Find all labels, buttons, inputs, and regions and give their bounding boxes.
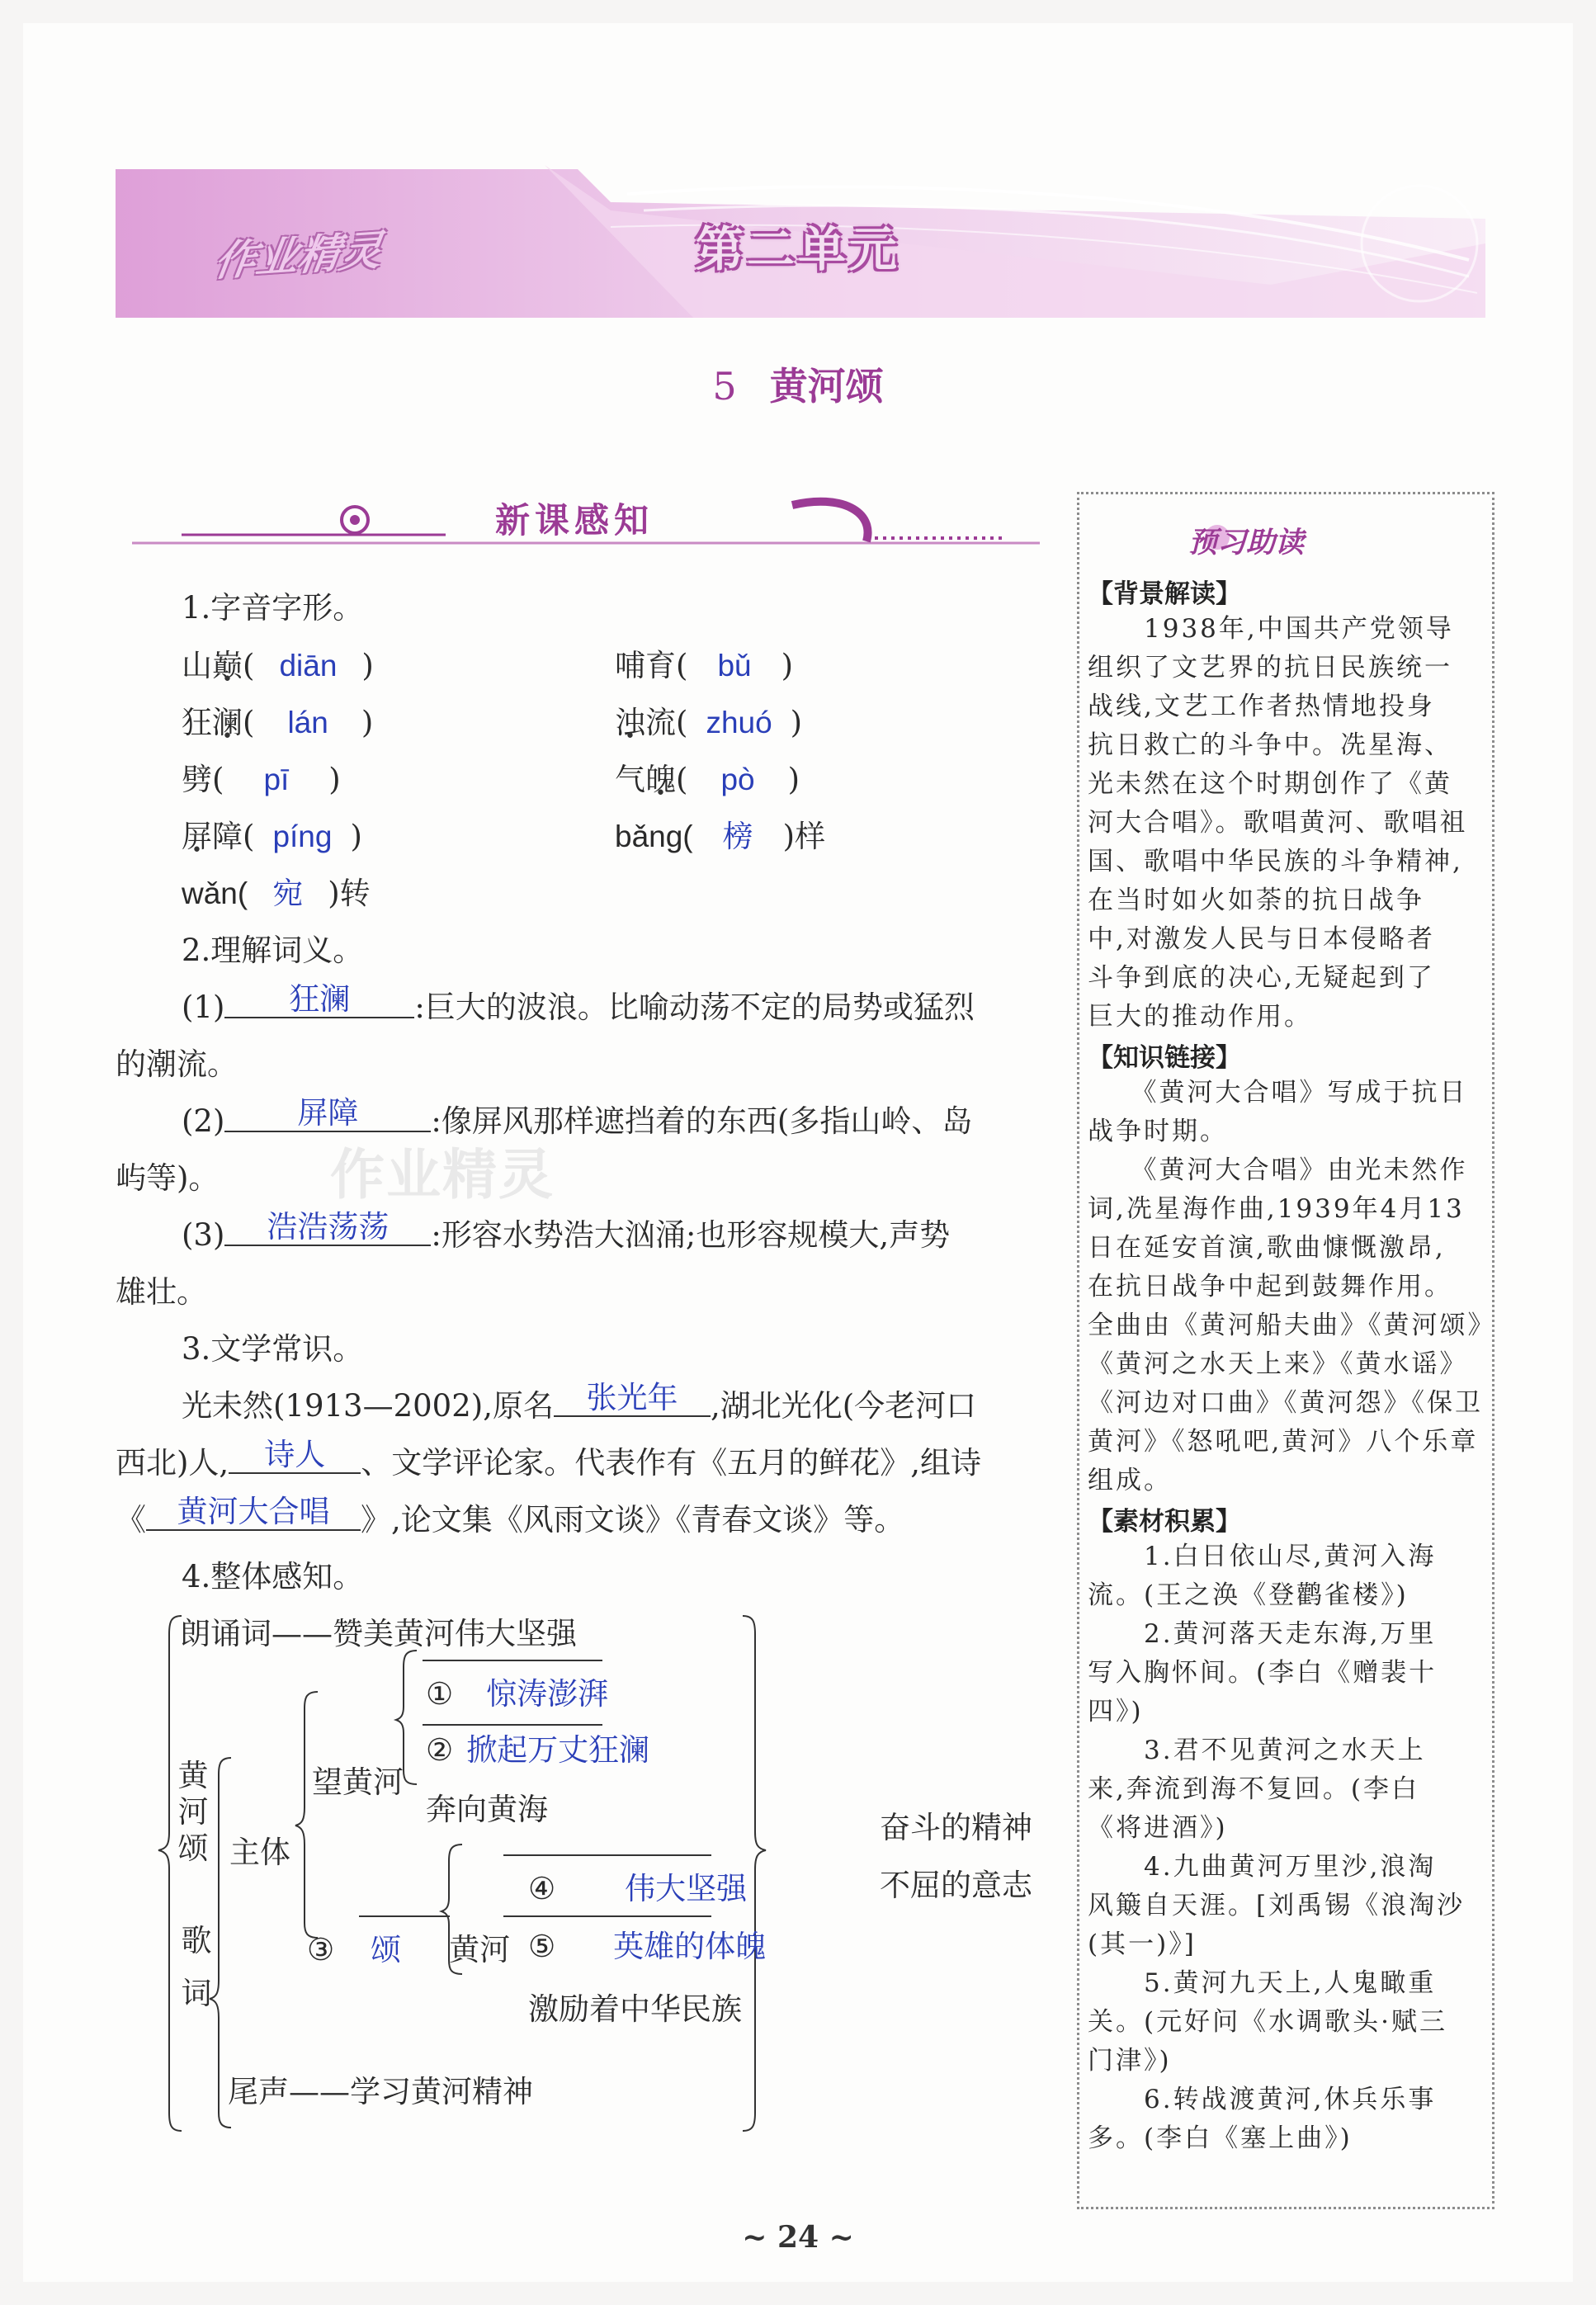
q1-title: 1.字音字形。 <box>182 590 364 626</box>
sidebar-line: 风簸自天涯。[刘禹锡《浪淘沙 <box>1088 1891 1466 1920</box>
q1-word: 哺育( <box>615 648 688 683</box>
q2-item-2 <box>182 1093 972 1150</box>
lesson-number: 5 <box>712 364 737 409</box>
q2-answer: 狂澜 <box>289 982 351 1016</box>
diagram-recite: 朗诵词——赞美黄河伟大坚强 <box>180 1616 577 1651</box>
sidebar-line: 6.转战渡黄河,休兵乐事 <box>1088 2085 1437 2114</box>
sidebar-line: 流。(王之涣《登鹳雀楼》) <box>1088 1580 1409 1610</box>
q3-answer: 诗人 <box>264 1438 326 1471</box>
sidebar-title: 预习助读 <box>1188 527 1305 560</box>
link-text <box>1088 1074 1496 1500</box>
q3-line-1 <box>182 1377 976 1434</box>
sidebar-line: 战争时期。 <box>1088 1117 1228 1146</box>
q1-answer: bǔ <box>717 649 752 683</box>
sidebar-line: 《黄河大合唱》写成于抗日 <box>1088 1078 1468 1108</box>
q2-definition: :形容水势浩大汹涌;也形容规模大,声势 <box>431 1217 951 1253</box>
q3-answer: 黄河大合唱 <box>177 1495 330 1528</box>
q2-answer: 浩浩荡荡 <box>267 1210 390 1244</box>
sidebar-line: 5.黄河九天上,人鬼瞰重 <box>1088 1968 1437 1998</box>
q2-num: (1) <box>182 990 225 1025</box>
q1-word: wǎn( <box>182 876 248 910</box>
diagram-spirit-1: 奋斗的精神 <box>880 1810 1032 1845</box>
link-heading: 【知识链接】 <box>1088 1043 1241 1073</box>
diagram-spirit-2: 不屈的意志 <box>880 1868 1032 1903</box>
q3-text: ,湖北光化(今老河口 <box>710 1388 977 1424</box>
sidebar-content <box>1088 573 1496 2158</box>
q1-close: )转 <box>328 876 371 911</box>
q3-text: 光未然(1913—2002),原名 <box>182 1388 554 1424</box>
q2-num: (3) <box>182 1217 225 1253</box>
sidebar-line: 《黄河大合唱》由光未然作 <box>1088 1155 1468 1185</box>
diagram-nation: 激励着中华民族 <box>528 1991 742 2027</box>
q3-line-3 <box>116 1491 904 1548</box>
accumulation-text <box>1088 1537 1484 2158</box>
q1-answer: pò <box>720 763 755 796</box>
sidebar-line: 《将进酒》) <box>1088 1813 1228 1843</box>
lesson-name: 黄河颂 <box>769 364 884 409</box>
q1-answer: zhuó <box>706 706 772 739</box>
q1-item-3 <box>182 694 373 751</box>
lesson-title <box>0 357 1596 411</box>
q3-text: 西北)人, <box>116 1445 229 1481</box>
q2-definition: :巨大的波浪。比喻动荡不定的局势或猛烈 <box>414 990 975 1025</box>
sidebar-line: 四》) <box>1088 1697 1144 1726</box>
accumulation-heading: 【素材积累】 <box>1088 1507 1241 1537</box>
q1-answer: lán <box>287 706 328 739</box>
sidebar-line: 4.九曲黄河万里沙,浪淘 <box>1088 1852 1437 1882</box>
q1-item-7 <box>182 808 362 865</box>
q1-answer: diān <box>279 649 338 683</box>
q1-answer: píng <box>272 820 333 853</box>
q1-answer: 榜 <box>722 820 753 853</box>
q2-item-1-cont: 的潮流。 <box>116 1046 238 1082</box>
q3-text: 《 <box>116 1502 146 1537</box>
diagram-item-5 <box>528 1918 766 1975</box>
q2-answer: 屏障 <box>297 1096 359 1130</box>
q1-answer: pī <box>263 763 290 796</box>
q1-item-9 <box>182 865 371 922</box>
q1-close: ) <box>350 819 362 854</box>
q2-num: (2) <box>182 1103 225 1139</box>
sidebar-line: 组成。 <box>1088 1466 1172 1495</box>
sidebar-line: 抗日救亡的斗争中。冼星海、 <box>1088 730 1452 760</box>
q1-word: 山巅( <box>182 648 255 683</box>
q2-item-1 <box>182 979 975 1036</box>
diagram-answer: 惊涛澎湃 <box>486 1677 609 1711</box>
q1-word: 狂澜( <box>182 705 255 740</box>
q1-close: ) <box>361 648 374 683</box>
q1-word: 浊流( <box>615 705 688 740</box>
circle-num: ⑤ <box>528 1929 556 1964</box>
sidebar-line: 1.白日依山尽,黄河入海 <box>1088 1542 1437 1571</box>
q1-item-1 <box>182 637 374 694</box>
sidebar-line: 多。(李白《塞上曲》) <box>1088 2123 1353 2153</box>
diagram-river: 黄河 <box>449 1932 511 1967</box>
diagram-item-1 <box>426 1665 608 1722</box>
diagram-answer: 颂 <box>371 1933 402 1967</box>
sidebar-line: 国、歌唱中华民族的斗争精神, <box>1088 847 1463 876</box>
q3-title: 3.文学常识。 <box>182 1331 364 1367</box>
diagram-tail: 尾声——学习黄河精神 <box>228 2074 533 2109</box>
sidebar-line: 中,对激发人民与日本侵略者 <box>1088 924 1435 954</box>
diagram-main: 主体 <box>229 1835 290 1870</box>
sidebar-line: 3.君不见黄河之水天上 <box>1088 1736 1426 1765</box>
q1-item-5 <box>182 751 341 808</box>
page-number: ~ 24 ~ <box>742 2220 854 2255</box>
diagram-answer: 伟大坚强 <box>625 1872 748 1906</box>
q3-text: 》,论文集《风雨文谈》《青春文谈》等。 <box>361 1502 905 1537</box>
sidebar-line: 河大合唱》。歌唱黄河、歌唱祖 <box>1088 808 1468 838</box>
q1-answer: 宛 <box>272 876 304 910</box>
q3-line-2 <box>116 1434 981 1491</box>
q1-close: )样 <box>782 819 826 854</box>
sidebar-line: 斗争到底的决心,无疑起到了 <box>1088 963 1435 993</box>
sidebar-line: 在抗日战争中起到鼓舞作用。 <box>1088 1272 1452 1301</box>
q1-close: ) <box>781 648 794 683</box>
circle-num: ② <box>426 1732 454 1768</box>
circle-num: ③ <box>307 1932 335 1967</box>
q4-title: 4.整体感知。 <box>182 1559 364 1594</box>
unit-title: 第二单元 <box>695 221 900 277</box>
q2-blank <box>224 1207 431 1246</box>
diagram-item-4 <box>528 1860 747 1917</box>
diagram-answer: 英雄的体魄 <box>613 1929 767 1963</box>
diagram-root: 黄河颂 <box>177 1758 209 1866</box>
sidebar-line: 光未然在这个时期创作了《黄 <box>1088 769 1452 799</box>
sidebar-line: 词,冼星海作曲,1939年4月13 <box>1088 1194 1465 1224</box>
circle-num: ① <box>426 1676 454 1712</box>
sidebar-line: 2.黄河落天走东海,万里 <box>1088 1619 1437 1649</box>
diagram-song: 歌词 <box>181 1923 212 2011</box>
sidebar-line: 关。(元好问《水调歌头·赋三 <box>1088 2007 1447 2037</box>
sidebar-line: 来,奔流到海不复回。(李白 <box>1088 1774 1419 1804</box>
q1-item-6 <box>615 751 800 808</box>
q1-close: ) <box>787 762 800 797</box>
circle-num: ④ <box>528 1871 556 1906</box>
sidebar-line: 《河边对口曲》《黄河怨》《保卫 <box>1088 1388 1483 1418</box>
q2-item-2-cont: 屿等)。 <box>116 1160 220 1196</box>
q2-title: 2.理解词义。 <box>182 933 364 968</box>
diagram-item-3 <box>307 1921 510 1978</box>
q1-item-4 <box>615 694 802 751</box>
q3-blank <box>554 1377 711 1417</box>
q3-answer: 张光年 <box>586 1381 678 1415</box>
q1-word: 屏障( <box>182 819 255 854</box>
diagram-watch: 望黄河 <box>312 1764 404 1800</box>
sidebar-line: (其一)》] <box>1088 1929 1197 1959</box>
section-title: 新课感知 <box>495 500 654 541</box>
diagram-sea: 奔向黄海 <box>426 1792 548 1827</box>
sidebar-line: 日在延安首演,歌曲慷慨激昂, <box>1088 1233 1446 1263</box>
sidebar-line: 门津》) <box>1088 2046 1172 2076</box>
sidebar-line: 在当时如火如荼的抗日战争 <box>1088 886 1424 915</box>
sidebar-line: 写入胸怀间。(李白《赠裴十 <box>1088 1658 1438 1688</box>
sidebar-line: 全曲由《黄河船夫曲》《黄河颂》 <box>1088 1311 1496 1340</box>
q2-item-3-cont: 雄壮。 <box>116 1274 207 1310</box>
q1-item-2 <box>615 637 793 694</box>
q2-blank <box>224 1093 431 1132</box>
background-text <box>1088 610 1484 1037</box>
sidebar-line: 巨大的推动作用。 <box>1088 1002 1312 1032</box>
q1-word: bǎng( <box>615 820 693 853</box>
q2-blank <box>224 979 414 1018</box>
q1-close: ) <box>790 705 803 740</box>
q2-item-3 <box>182 1207 950 1263</box>
q1-word: 劈( <box>182 762 224 797</box>
sidebar-line: 组织了文艺界的抗日民族统一 <box>1088 653 1452 683</box>
q1-close: ) <box>361 705 374 740</box>
diagram-answer: 掀起万丈狂澜 <box>466 1733 650 1767</box>
q3-blank <box>146 1491 361 1531</box>
background-heading: 【背景解读】 <box>1088 579 1241 609</box>
q1-item-8 <box>615 808 825 865</box>
sidebar-line: 战线,文艺工作者热情地投身 <box>1088 692 1435 721</box>
sidebar-line: 《黄河之水天上来》《黄水谣》 <box>1088 1349 1468 1379</box>
q3-blank <box>229 1434 361 1474</box>
q2-definition: :像屏风那样遮挡着的东西(多指山岭、岛 <box>431 1103 973 1139</box>
sidebar-line: 黄河》《怒吼吧,黄河》八个乐章 <box>1088 1427 1479 1457</box>
q1-close: ) <box>328 762 341 797</box>
diagram-item-2 <box>426 1722 649 1778</box>
sidebar-line: 1938年,中国共产党领导 <box>1088 614 1454 644</box>
q1-word: 气魄( <box>615 762 688 797</box>
q3-text: 、文学评论家。代表作有《五月的鲜花》,组诗 <box>361 1445 981 1481</box>
brand-logo: 作业精灵 <box>211 226 385 286</box>
watermark: 作业精灵 <box>330 1143 555 1207</box>
